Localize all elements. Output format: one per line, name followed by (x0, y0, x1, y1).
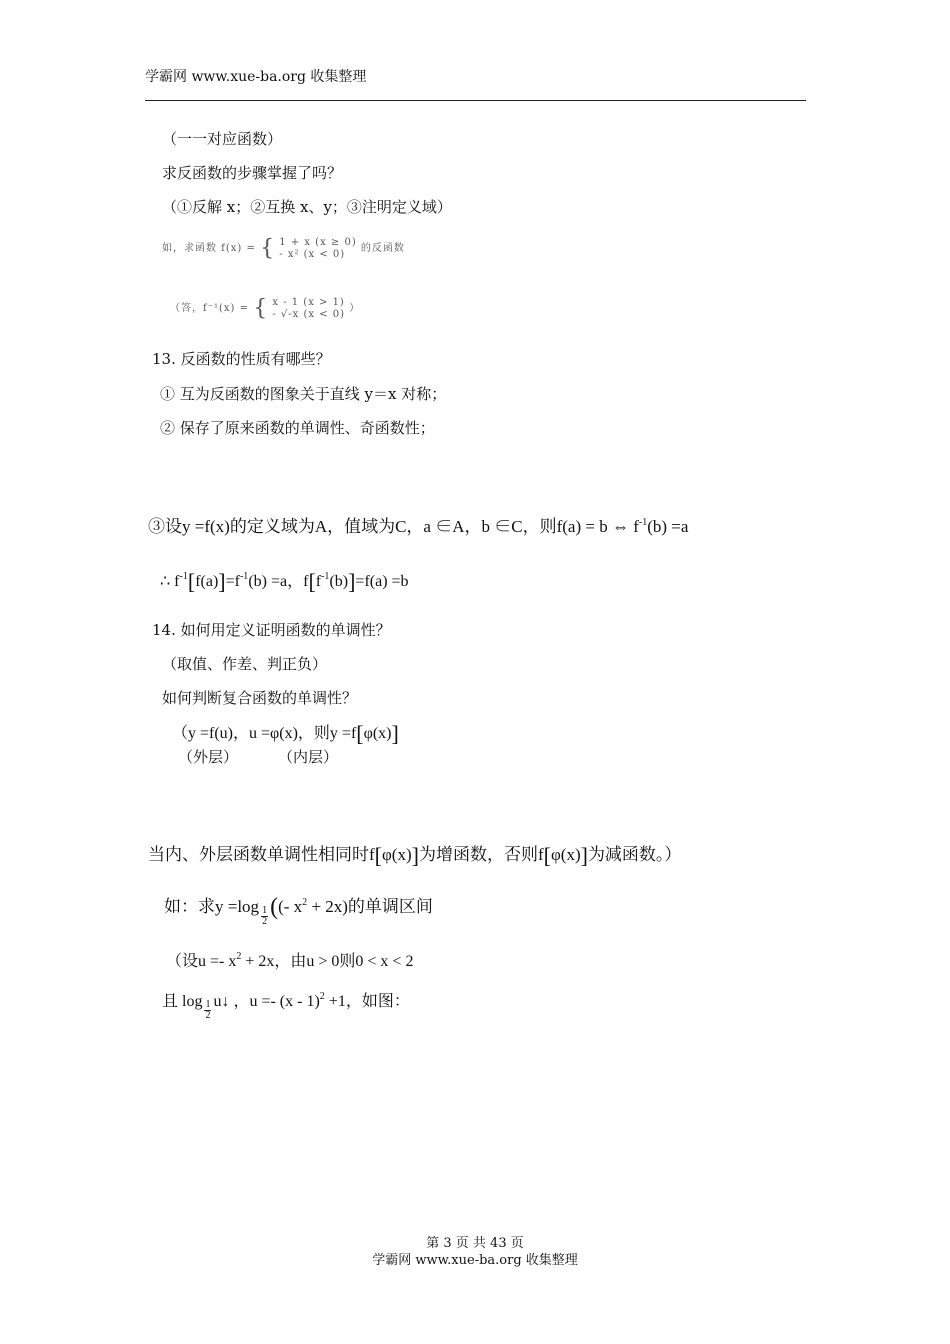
question-14: 14. 如何用定义证明函数的单调性？ (152, 621, 391, 639)
text-line: （取值、作差、判正负） (162, 655, 328, 673)
answer-piecewise: （答，f⁻¹(x) = { x - 1 (x > 1) - √-x (x < 0) ） (170, 296, 361, 321)
solution-step-2: 且 log $\frac{1}{2}$ u↓ ，u =- (x - 1)$^2$ +1，如图： (162, 991, 410, 1021)
outer-layer-label: （外层） (178, 748, 239, 766)
monotonic-rule: 当内、外层函数单调性相同时f[φ(x)]为增函数，否则f[φ(x)]为减函数。） (148, 843, 682, 868)
header-rule (145, 100, 806, 101)
property-1: ① 互为反函数的图象关于直线 y＝x 对称； (160, 385, 447, 403)
inverse-identity: ∴ $f^{-1}[f(a)]=f^{-1}(b) =a$，$f[f^{-1}(b)]=f(a) =b$ (160, 569, 409, 594)
example-log: 如：求y =log $\frac{1}{2}$ ((- $x^2 + 2x$)的单调区间 (164, 894, 433, 927)
example-piecewise: 如，求函数 f(x) = { 1 + x (x ≥ 0) - x² (x < 0) 的反函数 (162, 236, 405, 261)
text-line: （一一对应函数） (162, 130, 283, 148)
text-line: 求反函数的步骤掌握了吗？ (162, 164, 343, 182)
page-number: 第 3 页 共 43 页 (426, 1236, 524, 1251)
property-2: ② 保存了原来函数的单调性、奇函数性； (160, 419, 435, 437)
page-footer: 学霸网 www.xue-ba.org 收集整理 (372, 1253, 578, 1268)
question-13: 13. 反函数的性质有哪些？ (152, 350, 331, 368)
text-line: 如何判断复合函数的单调性？ (162, 689, 358, 707)
text-line: （①反解 x；②互换 x、y；③注明定义域） (162, 198, 452, 216)
composite-function: （y =f(u)，u =φ(x)，则y =f[φ(x)] (172, 721, 399, 746)
solution-step: （设$u =- x^2 + 2x$，由u > 0则0 < x < 2 (166, 951, 414, 970)
inner-layer-label: （内层） (278, 748, 339, 766)
property-3: ③设y =f(x)的定义域为A，值域为C，a ∈A，b ∈C，则f(a) = b ⇔ $f^{-1}(b) =a$ (148, 517, 689, 536)
page-header: 学霸网 www.xue-ba.org 收集整理 (145, 69, 367, 85)
